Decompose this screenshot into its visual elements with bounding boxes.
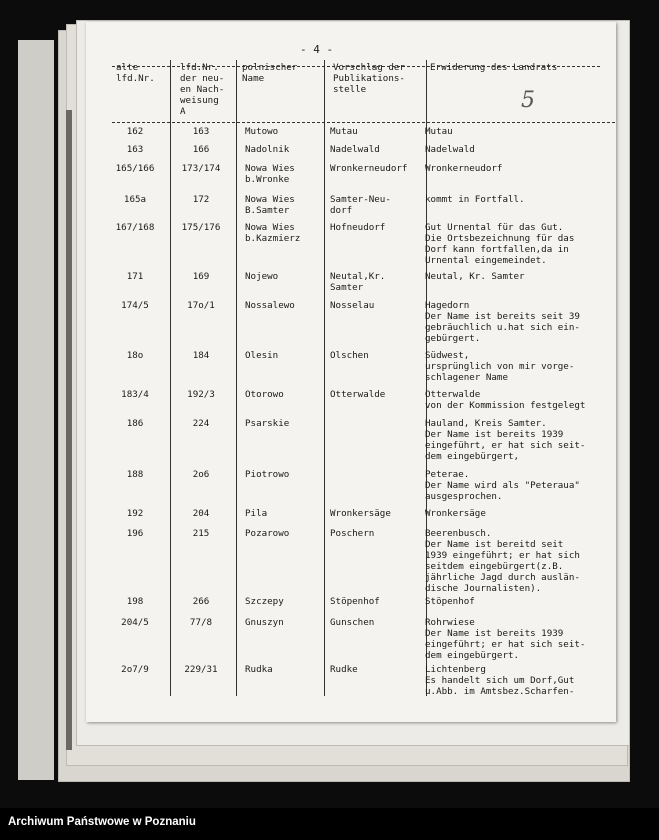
header-erwiderung: Erwiderung des Landrats xyxy=(430,62,558,73)
cell-erwiderung: Stöpenhof xyxy=(425,596,475,607)
cell-polnischer-name: Nowa Wies b.Kazmierz xyxy=(245,222,301,244)
cell-alte-nr: 167/168 xyxy=(115,222,155,233)
cell-neue-nr: 173/174 xyxy=(181,163,221,174)
archive-footer xyxy=(0,808,659,840)
cell-neue-nr: 204 xyxy=(192,508,210,519)
cell-alte-nr: 198 xyxy=(126,596,144,607)
cell-erwiderung: Gut Urnental für das Gut. Die Ortsbezeichnung für das Dorf kann fortfallen,da in Urnental eingemeindet. xyxy=(425,222,575,266)
cell-vorschlag: Samter-Neu- dorf xyxy=(330,194,391,216)
cell-vorschlag: Wronkerneudorf xyxy=(330,163,408,174)
cell-vorschlag: Stöpenhof xyxy=(330,596,380,607)
cell-vorschlag: Mutau xyxy=(330,126,358,137)
cell-polnischer-name: Olesin xyxy=(245,350,279,361)
cell-polnischer-name: Nowa Wies b.Wronke xyxy=(245,163,295,185)
cell-alte-nr: 196 xyxy=(126,528,144,539)
cell-neue-nr: 215 xyxy=(192,528,210,539)
column-divider-2 xyxy=(236,60,237,696)
cell-alte-nr: 18o xyxy=(126,350,144,361)
cell-polnischer-name: Pila xyxy=(245,508,268,519)
cell-alte-nr: 162 xyxy=(126,126,144,137)
folder-edge xyxy=(18,40,54,780)
cell-alte-nr: 188 xyxy=(126,469,144,480)
cell-polnischer-name: Rudka xyxy=(245,664,273,675)
cell-polnischer-name: Mutowo xyxy=(245,126,279,137)
cell-alte-nr: 204/5 xyxy=(121,617,149,628)
cell-erwiderung: Beerenbusch. Der Name ist bereitd seit 1939 eingeführt; er hat sich seitdem eingebürgert(z.B. jährliche Jagd durch auslän- dische Journalisten). xyxy=(425,528,580,594)
cell-vorschlag: Otterwalde xyxy=(330,389,386,400)
cell-alte-nr: 183/4 xyxy=(121,389,149,400)
cell-vorschlag: Poschern xyxy=(330,528,375,539)
cell-erwiderung: kommt in Fortfall. xyxy=(425,194,525,205)
cell-neue-nr: 172 xyxy=(192,194,210,205)
cell-erwiderung: Lichtenberg Es handelt sich um Dorf,Gut u.Abb. im Amtsbez.Scharfen- xyxy=(425,664,575,697)
cell-alte-nr: 2o7/9 xyxy=(121,664,149,675)
cell-vorschlag: Nosselau xyxy=(330,300,375,311)
cell-alte-nr: 186 xyxy=(126,418,144,429)
cell-vorschlag: Nadelwald xyxy=(330,144,380,155)
header-alte-nr: alte lfd.Nr. xyxy=(116,62,155,84)
cell-vorschlag: Gunschen xyxy=(330,617,375,628)
cell-neue-nr: 17o/1 xyxy=(187,300,215,311)
cell-neue-nr: 163 xyxy=(192,126,210,137)
archive-credit: Archiwum Państwowe w Poznaniu xyxy=(8,816,196,828)
cell-neue-nr: 2o6 xyxy=(192,469,210,480)
cell-erwiderung: Otterwalde von der Kommission festgelegt xyxy=(425,389,586,411)
cell-alte-nr: 163 xyxy=(126,144,144,155)
cell-polnischer-name: Gnuszyn xyxy=(245,617,284,628)
cell-erwiderung: Rohrwiese Der Name ist bereits 1939 eingeführt; er hat sich seit- dem eingebürgert. xyxy=(425,617,586,661)
header-vorschlag: Vorschlag der Publikations- stelle xyxy=(333,62,405,95)
cell-polnischer-name: Nowa Wies B.Samter xyxy=(245,194,295,216)
cell-neue-nr: 175/176 xyxy=(181,222,221,233)
cell-erwiderung: Wronkersäge xyxy=(425,508,486,519)
cell-erwiderung: Wronkerneudorf xyxy=(425,163,503,174)
cell-neue-nr: 77/8 xyxy=(189,617,213,628)
column-divider-3 xyxy=(324,60,325,696)
cell-vorschlag: Neutal,Kr. Samter xyxy=(330,271,386,293)
cell-neue-nr: 266 xyxy=(192,596,210,607)
cell-vorschlag: Rudke xyxy=(330,664,358,675)
cell-alte-nr: 171 xyxy=(126,271,144,282)
cell-polnischer-name: Szczepy xyxy=(245,596,284,607)
cell-vorschlag: Hofneudorf xyxy=(330,222,386,233)
cell-alte-nr: 165/166 xyxy=(115,163,155,174)
cell-polnischer-name: Otorowo xyxy=(245,389,284,400)
page-shadow-edge xyxy=(66,110,72,750)
cell-vorschlag: Olschen xyxy=(330,350,369,361)
handwritten-mark: 5 xyxy=(521,88,535,113)
cell-polnischer-name: Nojewo xyxy=(245,271,279,282)
header-polnischer-name: polnischer Name xyxy=(242,62,298,84)
cell-erwiderung: Hagedorn Der Name ist bereits seit 39 gebräuchlich u.hat sich ein- gebürgert. xyxy=(425,300,580,344)
header-top-rule xyxy=(112,66,600,67)
page-number: - 4 - xyxy=(300,43,334,56)
cell-alte-nr: 192 xyxy=(126,508,144,519)
cell-polnischer-name: Pozarowo xyxy=(245,528,290,539)
cell-erwiderung: Peterae. Der Name wird als "Peteraua" ausgesprochen. xyxy=(425,469,580,502)
cell-erwiderung: Südwest, ursprünglich von mir vorge- schlagener Name xyxy=(425,350,575,383)
cell-polnischer-name: Psarskie xyxy=(245,418,290,429)
cell-neue-nr: 169 xyxy=(192,271,210,282)
header-neue-nr: lfd.Nr. der neu- en Nach- weisung A xyxy=(180,62,225,117)
cell-neue-nr: 224 xyxy=(192,418,210,429)
header-bottom-rule xyxy=(112,122,615,123)
cell-erwiderung: Mutau xyxy=(425,126,453,137)
cell-erwiderung: Neutal, Kr. Samter xyxy=(425,271,525,282)
cell-erwiderung: Hauland, Kreis Samter. Der Name ist bereits 1939 eingeführt, er hat sich seit- dem eingebürgert, xyxy=(425,418,586,462)
cell-polnischer-name: Piotrowo xyxy=(245,469,290,480)
cell-vorschlag: Wronkersäge xyxy=(330,508,391,519)
cell-alte-nr: 165a xyxy=(123,194,147,205)
cell-alte-nr: 174/5 xyxy=(121,300,149,311)
cell-neue-nr: 184 xyxy=(192,350,210,361)
cell-neue-nr: 229/31 xyxy=(184,664,218,675)
cell-neue-nr: 166 xyxy=(192,144,210,155)
cell-polnischer-name: Nadolnik xyxy=(245,144,290,155)
cell-polnischer-name: Nossalewo xyxy=(245,300,295,311)
cell-neue-nr: 192/3 xyxy=(187,389,215,400)
cell-erwiderung: Nadelwald xyxy=(425,144,475,155)
